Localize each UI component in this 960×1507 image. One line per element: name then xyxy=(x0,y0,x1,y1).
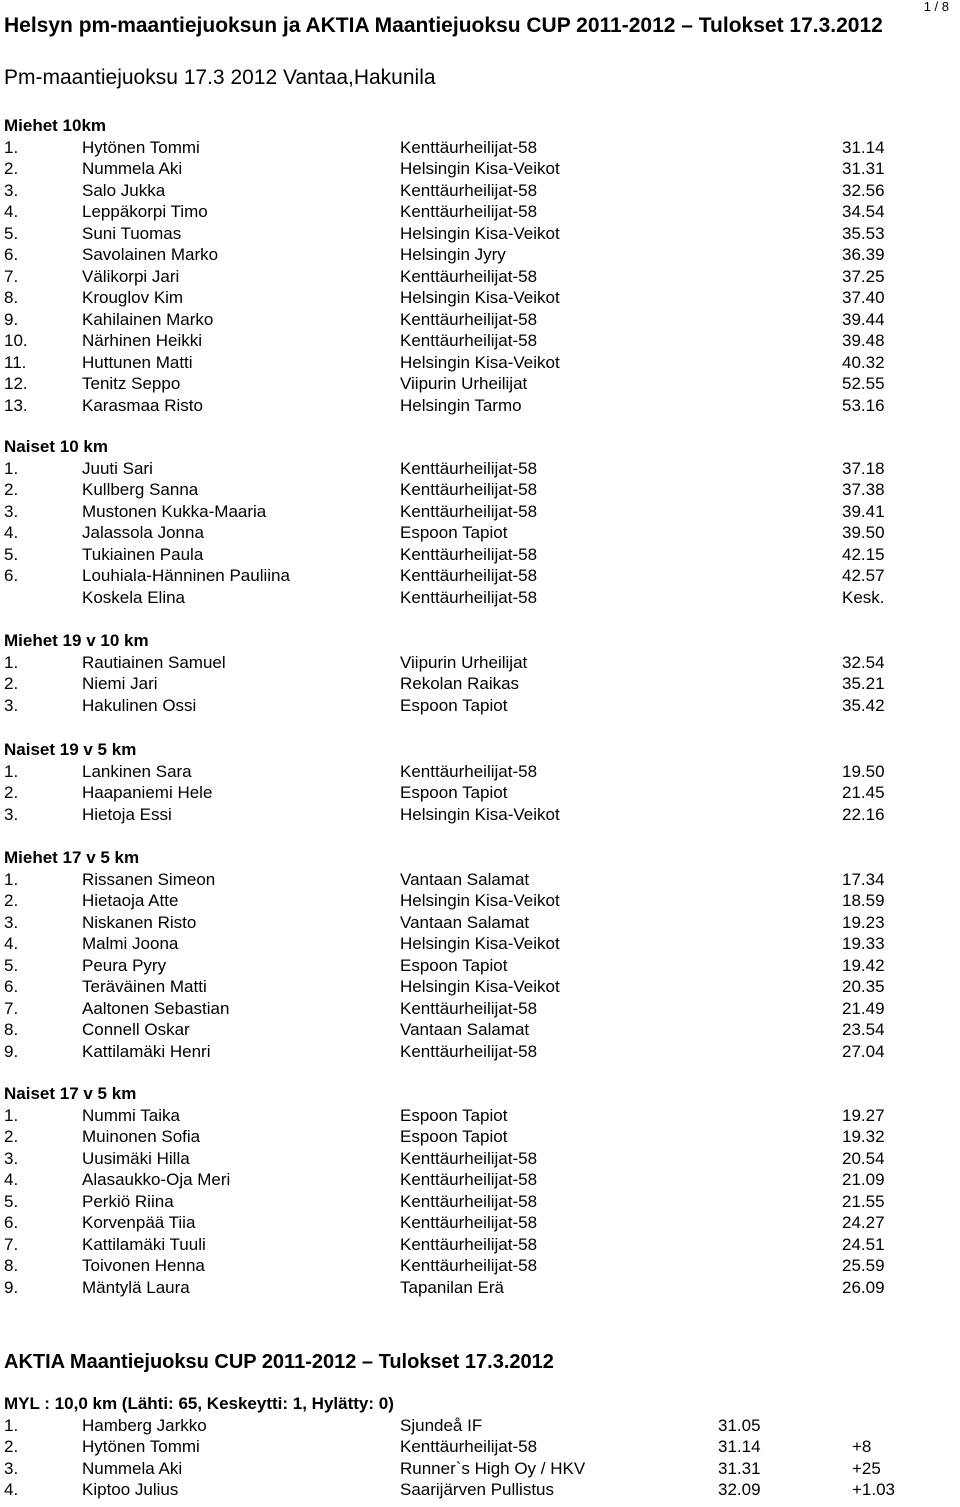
result-club: Vantaan Salamat xyxy=(400,1020,530,1039)
result-row xyxy=(4,1169,954,1191)
result-pos: 8. xyxy=(4,1020,19,1039)
result-club: Espoon Tapiot xyxy=(400,1105,508,1125)
result-diff: +8 xyxy=(852,1437,872,1456)
result-pos: 13. xyxy=(4,395,28,415)
result-name: Nummela Aki xyxy=(82,1458,183,1478)
result-pos: 8. xyxy=(4,288,19,307)
result-pos: 4. xyxy=(4,523,19,542)
result-time: 24.27 xyxy=(842,1213,885,1232)
result-club: Helsingin Kisa-Veikot xyxy=(400,223,560,243)
result-row xyxy=(4,180,954,202)
result-time: 31.31 xyxy=(718,1458,761,1478)
result-club: Kenttäurheilijat-58 xyxy=(400,1170,538,1189)
result-club: Sjundeå IF xyxy=(400,1415,483,1435)
result-club: Kenttäurheilijat-58 xyxy=(400,331,538,350)
result-pos: 2. xyxy=(4,159,19,178)
result-row xyxy=(4,1479,954,1501)
result-time: 31.05 xyxy=(718,1415,761,1435)
result-row xyxy=(4,373,954,395)
result-name: Hakulinen Ossi xyxy=(82,695,197,715)
result-name: Nummi Taika xyxy=(82,1105,180,1125)
section-title: Naiset 17 v 5 km xyxy=(4,1084,137,1103)
result-time: 17.34 xyxy=(842,869,885,889)
result-time: 20.35 xyxy=(842,977,885,996)
page-number: 1 / 8 xyxy=(923,0,949,14)
result-club: Helsingin Kisa-Veikot xyxy=(400,288,560,307)
result-pos: 1. xyxy=(4,761,19,781)
result-pos: 9. xyxy=(4,309,19,329)
result-name: Toivonen Henna xyxy=(82,1256,205,1275)
result-time: 39.41 xyxy=(842,501,885,521)
result-time: 19.50 xyxy=(842,761,885,781)
results-section xyxy=(4,739,954,825)
result-club: Kenttäurheilijat-58 xyxy=(400,1213,538,1232)
result-time: 21.09 xyxy=(842,1170,885,1189)
result-time: 37.25 xyxy=(842,266,885,286)
result-club: Kenttäurheilijat-58 xyxy=(400,1256,538,1275)
result-time: 26.09 xyxy=(842,1277,885,1297)
result-name: Korvenpää Tiia xyxy=(82,1213,196,1232)
result-pos: 3. xyxy=(4,695,19,715)
result-time: 21.45 xyxy=(842,783,885,802)
result-name: Lankinen Sara xyxy=(82,761,192,781)
result-pos: 2. xyxy=(4,891,19,910)
result-pos: 5. xyxy=(4,544,19,564)
result-time: 32.09 xyxy=(718,1480,761,1499)
result-name: Alasaukko-Oja Meri xyxy=(82,1170,231,1189)
result-club: Helsingin Kisa-Veikot xyxy=(400,934,560,953)
results-section xyxy=(4,847,954,1062)
result-time: 25.59 xyxy=(842,1256,885,1275)
result-club: Kenttäurheilijat-58 xyxy=(400,266,538,286)
result-club: Kenttäurheilijat-58 xyxy=(400,544,538,564)
result-name: Jalassola Jonna xyxy=(82,523,204,542)
result-name: Tukiainen Paula xyxy=(82,544,204,564)
result-pos: 6. xyxy=(4,977,19,996)
result-pos: 7. xyxy=(4,1234,19,1254)
result-name: Kattilamäki Henri xyxy=(82,1041,211,1061)
result-time: 21.49 xyxy=(842,998,885,1018)
result-club: Kenttäurheilijat-58 xyxy=(400,761,538,781)
result-club: Espoon Tapiot xyxy=(400,955,508,975)
result-row xyxy=(4,1212,954,1234)
result-pos: 2. xyxy=(4,1437,19,1456)
result-name: Malmi Joona xyxy=(82,934,179,953)
result-pos: 1. xyxy=(4,137,19,157)
result-time: 35.42 xyxy=(842,695,885,715)
result-row xyxy=(4,1019,954,1041)
result-name: Connell Oskar xyxy=(82,1020,190,1039)
result-row xyxy=(4,330,954,352)
result-club: Helsingin Kisa-Veikot xyxy=(400,977,560,996)
result-time: 52.55 xyxy=(842,374,885,393)
result-name: Kiptoo Julius xyxy=(82,1480,179,1499)
result-club: Kenttäurheilijat-58 xyxy=(400,1148,538,1168)
result-club: Kenttäurheilijat-58 xyxy=(400,1437,538,1456)
result-name: Muinonen Sofia xyxy=(82,1127,201,1146)
result-row xyxy=(4,1148,954,1170)
result-club: Kenttäurheilijat-58 xyxy=(400,1191,538,1211)
result-name: Kahilainen Marko xyxy=(82,309,214,329)
result-row xyxy=(4,695,954,717)
result-row xyxy=(4,1415,954,1437)
result-time: 19.32 xyxy=(842,1127,885,1146)
result-time: 42.57 xyxy=(842,566,885,585)
cup-title: AKTIA Maantiejuoksu CUP 2011-2012 – Tulokset 17.3.2012 xyxy=(4,1351,554,1373)
result-time: 19.27 xyxy=(842,1105,885,1125)
result-diff: +25 xyxy=(852,1458,881,1478)
result-name: Rissanen Simeon xyxy=(82,869,216,889)
result-time: 22.16 xyxy=(842,804,885,824)
section-title: Miehet 10km xyxy=(4,116,107,135)
result-club: Vantaan Salamat xyxy=(400,869,530,889)
result-row xyxy=(4,782,954,804)
result-pos: 2. xyxy=(4,1127,19,1146)
result-row xyxy=(4,1458,954,1480)
result-time: 19.42 xyxy=(842,955,885,975)
result-row xyxy=(4,998,954,1020)
result-name: Salo Jukka xyxy=(82,180,166,200)
result-club: Kenttäurheilijat-58 xyxy=(400,587,538,607)
result-club: Kenttäurheilijat-58 xyxy=(400,458,538,478)
result-time: 37.18 xyxy=(842,458,885,478)
result-club: Helsingin Jyry xyxy=(400,245,506,264)
result-pos: 3. xyxy=(4,1458,19,1478)
result-diff: +1.03 xyxy=(852,1480,896,1499)
result-time: 20.54 xyxy=(842,1148,885,1168)
result-row xyxy=(4,1191,954,1213)
result-name: Kattilamäki Tuuli xyxy=(82,1234,206,1254)
result-name: Louhiala-Hänninen Pauliina xyxy=(82,566,290,585)
result-row xyxy=(4,587,954,609)
result-row xyxy=(4,137,954,159)
result-row xyxy=(4,976,954,998)
result-time: Kesk. xyxy=(842,587,885,607)
result-name: Karasmaa Risto xyxy=(82,395,203,415)
results-section xyxy=(4,630,954,716)
result-time: 40.32 xyxy=(842,352,885,372)
result-row xyxy=(4,287,954,309)
result-row xyxy=(4,1126,954,1148)
result-name: Niemi Jari xyxy=(82,674,158,693)
result-time: 39.44 xyxy=(842,309,885,329)
result-club: Tapanilan Erä xyxy=(400,1277,504,1297)
result-time: 18.59 xyxy=(842,891,885,910)
result-name: Huttunen Matti xyxy=(82,352,193,372)
result-name: Teräväinen Matti xyxy=(82,977,207,996)
result-name: Hytönen Tommi xyxy=(82,1437,200,1456)
result-row xyxy=(4,673,954,695)
result-pos: 3. xyxy=(4,180,19,200)
result-time: 42.15 xyxy=(842,544,885,564)
result-time: 32.54 xyxy=(842,652,885,672)
result-pos: 3. xyxy=(4,1148,19,1168)
section-title: Naiset 19 v 5 km xyxy=(4,740,137,759)
result-name: Leppäkorpi Timo xyxy=(82,202,208,221)
result-time: 37.40 xyxy=(842,288,885,307)
result-row xyxy=(4,1436,954,1458)
result-pos: 4. xyxy=(4,1480,19,1499)
result-club: Kenttäurheilijat-58 xyxy=(400,180,538,200)
result-row xyxy=(4,266,954,288)
result-row xyxy=(4,1041,954,1063)
result-name: Nummela Aki xyxy=(82,159,183,178)
result-row xyxy=(4,501,954,523)
result-club: Vantaan Salamat xyxy=(400,912,530,932)
result-time: 19.23 xyxy=(842,912,885,932)
result-time: 39.50 xyxy=(842,523,885,542)
result-name: Krouglov Kim xyxy=(82,288,184,307)
result-name: Närhinen Heikki xyxy=(82,331,202,350)
result-time: 31.31 xyxy=(842,159,885,178)
result-pos: 10. xyxy=(4,331,28,350)
result-row xyxy=(4,223,954,245)
result-time: 53.16 xyxy=(842,395,885,415)
result-time: 19.33 xyxy=(842,934,885,953)
result-name: Juuti Sari xyxy=(82,458,153,478)
result-name: Hytönen Tommi xyxy=(82,137,200,157)
result-club: Viipurin Urheilijat xyxy=(400,652,528,672)
result-row xyxy=(4,804,954,826)
result-name: Välikorpi Jari xyxy=(82,266,180,286)
result-row xyxy=(4,479,954,501)
result-name: Suni Tuomas xyxy=(82,223,182,243)
result-time: 31.14 xyxy=(842,137,885,157)
result-name: Savolainen Marko xyxy=(82,245,219,264)
result-time: 31.14 xyxy=(718,1437,761,1456)
result-time: 21.55 xyxy=(842,1191,885,1211)
result-time: 27.04 xyxy=(842,1041,885,1061)
result-time: 35.21 xyxy=(842,674,885,693)
result-pos: 4. xyxy=(4,1170,19,1189)
result-row xyxy=(4,933,954,955)
result-pos: 9. xyxy=(4,1277,19,1297)
cup-results-list xyxy=(4,1415,954,1501)
result-row xyxy=(4,309,954,331)
result-name: Haapaniemi Hele xyxy=(82,783,213,802)
result-club: Viipurin Urheilijat xyxy=(400,374,528,393)
result-pos: 7. xyxy=(4,998,19,1018)
result-row xyxy=(4,1255,954,1277)
result-pos: 2. xyxy=(4,480,19,499)
result-pos: 6. xyxy=(4,1213,19,1232)
result-name: Uusimäki Hilla xyxy=(82,1148,190,1168)
result-row xyxy=(4,869,954,891)
result-row xyxy=(4,955,954,977)
result-pos: 5. xyxy=(4,955,19,975)
results-section xyxy=(4,436,954,608)
result-club: Saarijärven Pullistus xyxy=(400,1480,555,1499)
result-club: Espoon Tapiot xyxy=(400,523,508,542)
result-pos: 1. xyxy=(4,1415,19,1435)
cup-section-title: MYL : 10,0 km (Lähti: 65, Keskeytti: 1, Hylätty: 0) xyxy=(4,1394,394,1413)
result-row xyxy=(4,544,954,566)
result-name: Koskela Elina xyxy=(82,587,186,607)
result-row xyxy=(4,912,954,934)
result-time: 32.56 xyxy=(842,180,885,200)
result-name: Hietaoja Atte xyxy=(82,891,179,910)
result-name: Hietoja Essi xyxy=(82,804,172,824)
cup-results-block xyxy=(4,1393,954,1501)
result-club: Helsingin Tarmo xyxy=(400,395,522,415)
result-time: 34.54 xyxy=(842,202,885,221)
result-club: Helsingin Kisa-Veikot xyxy=(400,159,560,178)
result-pos: 12. xyxy=(4,374,28,393)
result-pos: 1. xyxy=(4,869,19,889)
result-club: Espoon Tapiot xyxy=(400,783,508,802)
results-section xyxy=(4,1083,954,1298)
result-time: 37.38 xyxy=(842,480,885,499)
result-name: Hamberg Jarkko xyxy=(82,1415,207,1435)
result-club: Helsingin Kisa-Veikot xyxy=(400,891,560,910)
result-pos: 3. xyxy=(4,912,19,932)
result-pos: 9. xyxy=(4,1041,19,1061)
result-club: Rekolan Raikas xyxy=(400,674,520,693)
result-name: Kullberg Sanna xyxy=(82,480,199,499)
result-name: Mäntylä Laura xyxy=(82,1277,190,1297)
result-pos: 8. xyxy=(4,1256,19,1275)
result-pos: 6. xyxy=(4,245,19,264)
result-club: Kenttäurheilijat-58 xyxy=(400,202,538,221)
result-name: Tenitz Seppo xyxy=(82,374,181,393)
result-name: Mustonen Kukka-Maaria xyxy=(82,501,267,521)
result-pos: 7. xyxy=(4,266,19,286)
result-time: 23.54 xyxy=(842,1020,885,1039)
result-club: Helsingin Kisa-Veikot xyxy=(400,352,560,372)
result-name: Perkiö Riina xyxy=(82,1191,174,1211)
result-pos: 3. xyxy=(4,501,19,521)
result-pos: 1. xyxy=(4,1105,19,1125)
result-time: 36.39 xyxy=(842,245,885,264)
result-pos: 6. xyxy=(4,566,19,585)
result-club: Kenttäurheilijat-58 xyxy=(400,998,538,1018)
results-section xyxy=(4,115,954,416)
result-row xyxy=(4,395,954,417)
result-row xyxy=(4,158,954,180)
result-name: Aaltonen Sebastian xyxy=(82,998,230,1018)
result-club: Kenttäurheilijat-58 xyxy=(400,309,538,329)
result-pos: 5. xyxy=(4,223,19,243)
result-pos: 11. xyxy=(4,352,27,372)
result-club: Espoon Tapiot xyxy=(400,695,508,715)
result-row xyxy=(4,352,954,374)
section-title: Miehet 19 v 10 km xyxy=(4,631,149,650)
result-row xyxy=(4,522,954,544)
result-row xyxy=(4,1234,954,1256)
result-club: Kenttäurheilijat-58 xyxy=(400,566,538,585)
result-pos: 2. xyxy=(4,674,19,693)
result-club: Helsingin Kisa-Veikot xyxy=(400,804,560,824)
result-name: Peura Pyry xyxy=(82,955,167,975)
result-club: Kenttäurheilijat-58 xyxy=(400,1234,538,1254)
result-time: 39.48 xyxy=(842,331,885,350)
result-row xyxy=(4,1277,954,1299)
result-club: Runner`s High Oy / HKV xyxy=(400,1458,586,1478)
result-name: Niskanen Risto xyxy=(82,912,197,932)
result-pos: 5. xyxy=(4,1191,19,1211)
result-club: Kenttäurheilijat-58 xyxy=(400,137,538,157)
result-row xyxy=(4,244,954,266)
result-pos: 4. xyxy=(4,202,19,221)
result-row xyxy=(4,890,954,912)
result-row xyxy=(4,458,954,480)
result-club: Espoon Tapiot xyxy=(400,1127,508,1146)
result-pos: 2. xyxy=(4,783,19,802)
result-club: Kenttäurheilijat-58 xyxy=(400,1041,538,1061)
section-title: Naiset 10 km xyxy=(4,437,108,456)
result-pos: 4. xyxy=(4,934,19,953)
section-title: Miehet 17 v 5 km xyxy=(4,848,140,867)
result-row xyxy=(4,1105,954,1127)
page-title: Helsyn pm-maantiejuoksun ja AKTIA Maantiejuoksu CUP 2011-2012 – Tulokset 17.3.2012 xyxy=(4,14,883,37)
result-row xyxy=(4,652,954,674)
event-subtitle: Pm-maantiejuoksu 17.3 2012 Vantaa,Hakunila xyxy=(4,66,436,89)
result-row xyxy=(4,565,954,587)
result-time: 35.53 xyxy=(842,223,885,243)
result-pos: 1. xyxy=(4,458,19,478)
result-name: Rautiainen Samuel xyxy=(82,652,226,672)
result-row xyxy=(4,761,954,783)
result-pos: 3. xyxy=(4,804,19,824)
result-time: 24.51 xyxy=(842,1234,885,1254)
result-club: Kenttäurheilijat-58 xyxy=(400,480,538,499)
result-pos: 1. xyxy=(4,652,19,672)
result-row xyxy=(4,201,954,223)
result-club: Kenttäurheilijat-58 xyxy=(400,501,538,521)
